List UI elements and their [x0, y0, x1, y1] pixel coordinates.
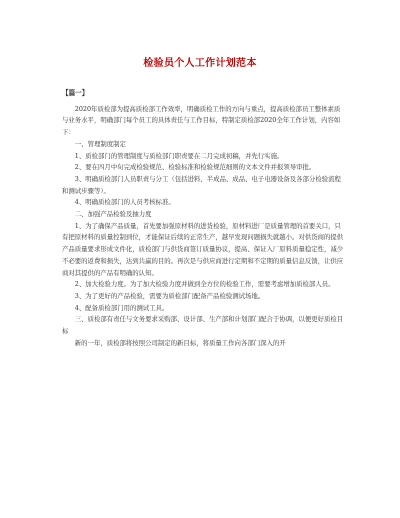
list-item: 3、为了更好的产品检验，需要为质检部门配备产品检验测试场地。	[74, 291, 265, 300]
list-item: 3、明确质检部门人员职责与分工（包括进料、半成品、成品、电子电器设备及各部分检验流程和测试步骤等）。	[62, 174, 341, 195]
heading-inspection: 二、加强产品检验及抽力度	[74, 210, 152, 219]
list-item: 2、加大检验力度。为了加大检验力度并做到全方位的检验工作，需要考虑增加质检部人员。	[74, 280, 335, 289]
list-item: 1、为了确保产品质量，首先要加强原材料的进货检验，原材料进厂是质量管理的首要关口，只有把原材料的质量控制到位，才能保证后续的正常生产，越早发现问题损失就越小。对供货商的提供产品质量要求形成文件化，质检部门与供货商签订质量协议，提高、保证入厂原料质量稳定性，减少不必要的返费和损失，达到共赢的目的。再次是与供应商进行定期和不定期的质量信息反馈，让供应商对其提供的产品有明确的认知。	[62, 221, 344, 277]
document-title: 检验员个人工作计划范本	[143, 58, 257, 69]
section-label: 【篇一】	[62, 89, 89, 97]
list-item: 4、配备质检部门用的测试工具。	[74, 303, 169, 312]
list-item: 4、明确质检部门的人员考核标准。	[74, 198, 175, 207]
closing-paragraph: 新的一年，质检部将按照公司制定的新目标，将质量工作向各部门深入的开	[74, 338, 286, 347]
intro-paragraph: 2020年质检部为提高质检部工作效率，明确质检工作的方向与重点，提高质检部员工整体素质与业务水平，明确部门每个员工的具体责任与工作目标，特制定质检部2020全年工作计划，内容如下：	[62, 104, 341, 137]
list-item: 2、要在四月中旬完成检验规范、检验标准和检验规范细则的文本文件并报领导审批。	[74, 163, 316, 172]
list-item: 1、质检部门的管理制度与质检部门职责要在二月完成初稿，并先行实施。	[74, 151, 284, 160]
heading-management: 一、管理制度制定	[74, 139, 126, 148]
heading-coordination: 三、质检部有责任与文务要求采购部、设计部、生产部和计划部门配合于协调，以便更好质检目标	[62, 315, 344, 336]
document-body	[62, 88, 344, 349]
